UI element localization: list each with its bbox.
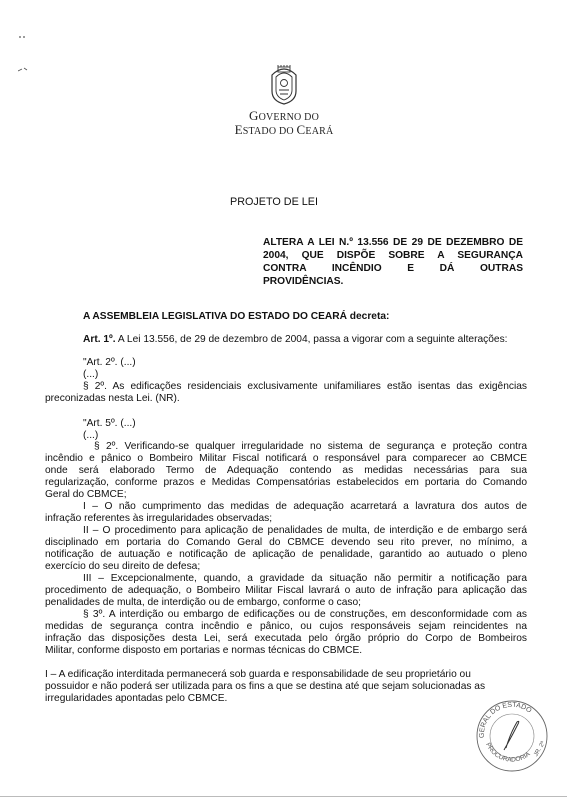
- art5-p2-line5: Geral do CBMCE;: [45, 489, 127, 500]
- art5-p3-line3: infração das disposições desta Lei, será executada pelo órgão próprio do Corpo de Bombeiros: [45, 633, 527, 644]
- art5-p2-line2: incêndio e pânico o Bombeiro Militar Fiscal notificará o responsável para comparecer ao CBMCE: [45, 453, 527, 464]
- final-line-1: I – A edificação interditada permanecerá sob guarda e responsabilidade de seu proprietário ou: [45, 669, 471, 680]
- art5-p3-line2: medidas de segurança contra incêndio e pânico, ou cujos responsáveis sejam reincidentes na: [45, 621, 527, 632]
- art2-ellipsis: (...): [83, 369, 99, 380]
- art5-p2-line3: onde será elaborado Termo de Adequação contendo as medidas necessárias para sua: [45, 465, 527, 476]
- art5-ellipsis: (...): [83, 430, 99, 441]
- scan-marks: [18, 35, 30, 75]
- procuradoria-stamp: [474, 698, 550, 774]
- stamp-text-bottom: PROCURADORIA: [484, 741, 532, 764]
- art5-p2-line1: § 2º. Verificando-se qualquer irregularidade no sistema de segurança e proteção contra: [94, 441, 527, 452]
- art5-inc2-line1: II – O procedimento para aplicação de penalidades de multa, de interdição e de embargo será: [83, 525, 527, 536]
- art5-inc1-line2: infração referentes às irregularidades observadas;: [45, 513, 273, 524]
- svg-text:PROCURADORIA: [484, 742, 532, 764]
- art2-head: "Art. 2º. (...): [83, 357, 136, 368]
- art2-paragraph2-line2: preconizadas nesta Lei. (NR).: [45, 393, 180, 404]
- ementa-line-3: CONTRA INCÊNDIO E DÁ OUTRAS: [263, 263, 523, 274]
- org-name-line1: GOVERNO DO: [248, 108, 319, 123]
- art2-paragraph2-line1: § 2º. As edificações residenciais exclusivamente unifamiliares estão isentas das exigências: [83, 381, 527, 392]
- art5-inc2-line4: exercício do seu direito de defesa;: [45, 561, 201, 572]
- signature-mark: [504, 721, 519, 750]
- final-line-3: irregularidades apontadas pelo CBMCE.: [45, 693, 228, 704]
- art5-p3-line4: Militar, conforme disposto em portarias e normas técnicas do CBMCE.: [45, 645, 363, 656]
- ementa-line-1: ALTERA A LEI N.º 13.556 DE 29 DE DEZEMBRO DE: [263, 237, 523, 248]
- art5-inc3-line2: procedimento de adequação, o Bombeiro Militar Fiscal lavrará o auto de infração para aplicação das: [45, 585, 527, 596]
- art5-inc1-line1: I – O não cumprimento das medidas de adequação acarretará a lavratura dos autos de: [83, 501, 527, 512]
- decree-line: A ASSEMBLEIA LEGISLATIVA DO ESTADO DO CEARÁ decreta:: [83, 311, 390, 322]
- org-name-line2: ESTADO DO CEARÁ: [234, 122, 334, 137]
- document-type: PROJETO DE LEI: [230, 196, 318, 208]
- art5-p3-line1: § 3º. A interdição ou embargo de edificações ou de construções, em desconformidade com as: [83, 609, 527, 620]
- stamp-text-side: JR. 2ª: [533, 740, 547, 758]
- art5-p2-line4: regularização, conforme prazos e Medidas Compensatórias estabelecidos em portaria do Comando: [45, 477, 527, 488]
- coat-of-arms-icon: [266, 63, 302, 105]
- art5-inc3-line1: III – Excepcionalmente, quando, a gravidade da situação não permitir a notificação para: [83, 573, 527, 584]
- ementa-line-2: 2004, QUE DISPÕE SOBRE A SEGURANÇA: [263, 250, 523, 261]
- ementa-line-4: PROVIDÊNCIAS.: [263, 276, 344, 287]
- art5-inc3-line3: penalidades de multa, de interdição ou de embargo, conforme o caso;: [45, 597, 362, 608]
- article-1: Art. 1º. A Lei 13.556, de 29 de dezembro de 2004, passa a vigorar com a seguinte alterações:: [83, 334, 508, 345]
- bottom-rule: [0, 796, 567, 797]
- art5-head: "Art. 5º. (...): [83, 418, 136, 429]
- final-line-2: possuidor e não poderá ser utilizada para os fins a que se destina até que sejam solucionadas as: [45, 681, 486, 692]
- svg-text:GERAL DO ESTADO: [479, 702, 533, 738]
- art5-inc2-line3: notificação de autuação e notificação de aplicação de penalidade, garantido ao autuado o pleno: [45, 549, 527, 560]
- stamp-text-top: GERAL DO ESTADO: [478, 701, 533, 739]
- art5-inc2-line2: disciplinado em portaria do Comando Geral do CBMCE devendo seu rito prever, no mínimo, a: [45, 537, 527, 548]
